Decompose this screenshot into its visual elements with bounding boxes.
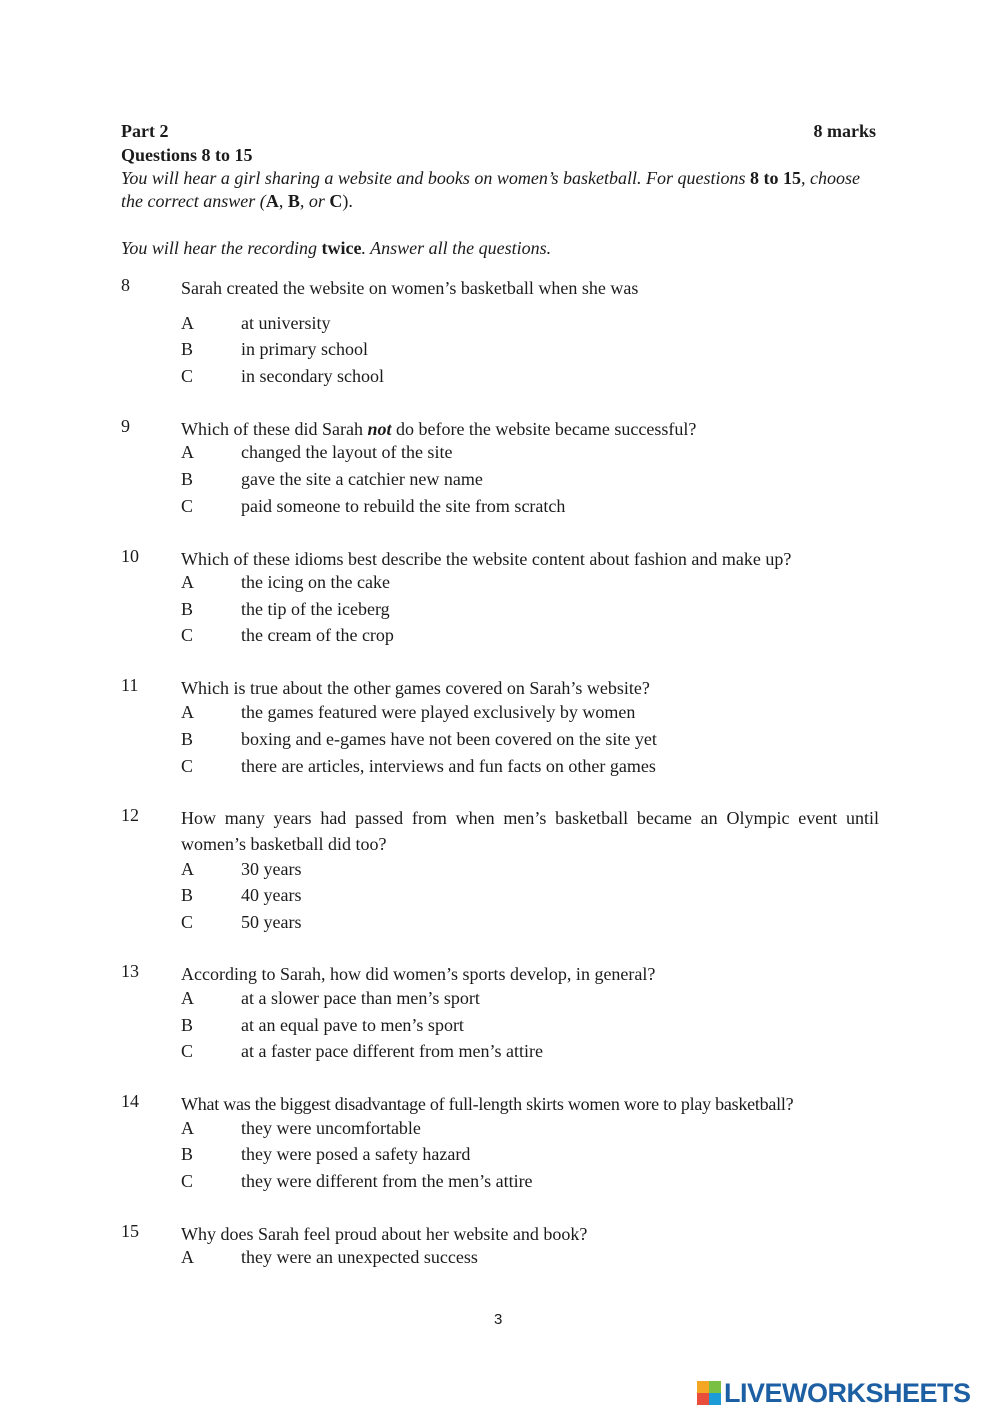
question-text: How many years had passed from when men’s basketball became an Olympic event until women’s basketball did too?	[181, 808, 879, 854]
option-text: the tip of the iceberg	[241, 599, 390, 619]
option-letter: A	[181, 442, 194, 462]
question-number: 15	[121, 1221, 139, 1241]
option-text: in primary school	[241, 339, 368, 359]
questions-range: Questions 8 to 15	[121, 145, 253, 165]
option-text: they were different from the men’s attire	[241, 1171, 533, 1191]
option-letter: A	[181, 572, 194, 592]
option-letter: A	[181, 859, 194, 879]
question-number: 9	[121, 416, 130, 436]
option-text: 30 years	[241, 859, 302, 879]
part-title: Part 2	[121, 121, 169, 141]
recording-instruction	[121, 238, 551, 259]
question-text: Which of these idioms best describe the website content about fashion and make up?	[181, 549, 792, 569]
option-text: changed the layout of the site	[241, 442, 453, 462]
option-letter: A	[181, 702, 194, 722]
option-text: in secondary school	[241, 366, 384, 386]
instruction-text: You will hear the recording	[121, 238, 322, 258]
option-letter: B	[181, 1144, 194, 1164]
liveworksheets-logo-icon	[697, 1381, 721, 1405]
question-text: Sarah created the website on women’s basketball when she was	[181, 278, 639, 298]
option-letter: C	[181, 1041, 194, 1061]
option-text: paid someone to rebuild the site from scratch	[241, 496, 566, 516]
option-letter: B	[181, 729, 194, 749]
question-number: 13	[121, 961, 139, 981]
instruction-text: You will hear a girl sharing a website and books on women’s basketball. For questions	[121, 168, 751, 188]
logo-text: LIVEWORKSHEETS	[724, 1377, 971, 1408]
option-text: gave the site a catchier new name	[241, 469, 483, 489]
liveworksheets-logo[interactable]	[697, 1377, 971, 1409]
logo-square	[709, 1381, 721, 1393]
instruction-bold: twice	[321, 238, 362, 258]
option-letter: B	[181, 599, 194, 619]
separator: , or	[299, 191, 330, 211]
question-number: 12	[121, 805, 139, 825]
option-letter: A	[181, 313, 194, 333]
instruction-bold-range: 8 to 15	[750, 168, 802, 188]
question-text: According to Sarah, how did women’s sports develop, in general?	[181, 964, 656, 984]
option-letter: A	[181, 988, 194, 1008]
option-text: at university	[241, 313, 331, 333]
question-number: 11	[121, 675, 139, 695]
option-text: 40 years	[241, 885, 302, 905]
page-number: 3	[494, 1311, 503, 1328]
emphasis-not: not	[367, 419, 392, 439]
option-letter: B	[181, 885, 194, 905]
option-text: 50 years	[241, 912, 302, 932]
question-text: Which is true about the other games covered on Sarah’s website?	[181, 678, 650, 698]
option-letter: A	[181, 1118, 194, 1138]
option-text: at an equal pave to men’s sport	[241, 1015, 464, 1035]
option-letter: C	[181, 912, 194, 932]
option-text: they were posed a safety hazard	[241, 1144, 471, 1164]
option-text: the icing on the cake	[241, 572, 390, 592]
question-text-part: do before the website became successful?	[391, 419, 697, 439]
option-text: they were uncomfortable	[241, 1118, 421, 1138]
option-text: there are articles, interviews and fun facts on other games	[241, 756, 656, 776]
option-letter: C	[181, 496, 194, 516]
part-header	[121, 121, 876, 142]
option-letter: C	[181, 366, 194, 386]
separator: ,	[278, 191, 288, 211]
question-text-part: Which of these did Sarah	[181, 419, 368, 439]
option-letter: B	[181, 339, 194, 359]
marks-label: 8 marks	[813, 121, 876, 141]
option-text: at a faster pace different from men’s attire	[241, 1041, 544, 1061]
separator: ).	[342, 191, 353, 211]
question-number: 8	[121, 275, 130, 295]
instructions	[121, 167, 881, 213]
option-text: at a slower pace than men’s sport	[241, 988, 480, 1008]
logo-square	[697, 1381, 709, 1393]
instruction-option-a: A	[265, 191, 279, 211]
instruction-option-c: C	[329, 191, 343, 211]
question-number: 10	[121, 546, 139, 566]
option-text: they were an unexpected success	[241, 1247, 478, 1267]
instruction-text: , choose the correct answer (	[121, 168, 861, 211]
option-letter: B	[181, 1015, 194, 1035]
option-text: the cream of the crop	[241, 625, 394, 645]
option-text: boxing and e-games have not been covered on the site yet	[241, 729, 657, 749]
question-number: 14	[121, 1091, 139, 1111]
instruction-text: . Answer all the questions.	[361, 238, 552, 258]
option-letter: C	[181, 625, 194, 645]
option-letter: C	[181, 1171, 194, 1191]
option-text: the games featured were played exclusively by women	[241, 702, 636, 722]
question-text	[181, 416, 879, 442]
option-letter: B	[181, 469, 194, 489]
logo-square	[709, 1393, 721, 1405]
logo-square	[697, 1393, 709, 1405]
option-letter: C	[181, 756, 194, 776]
question-text: What was the biggest disadvantage of full-length skirts women wore to play basketball?	[181, 1094, 794, 1114]
question-text: Why does Sarah feel proud about her website and book?	[181, 1224, 588, 1244]
option-letter: A	[181, 1247, 194, 1267]
instruction-option-b: B	[287, 191, 300, 211]
